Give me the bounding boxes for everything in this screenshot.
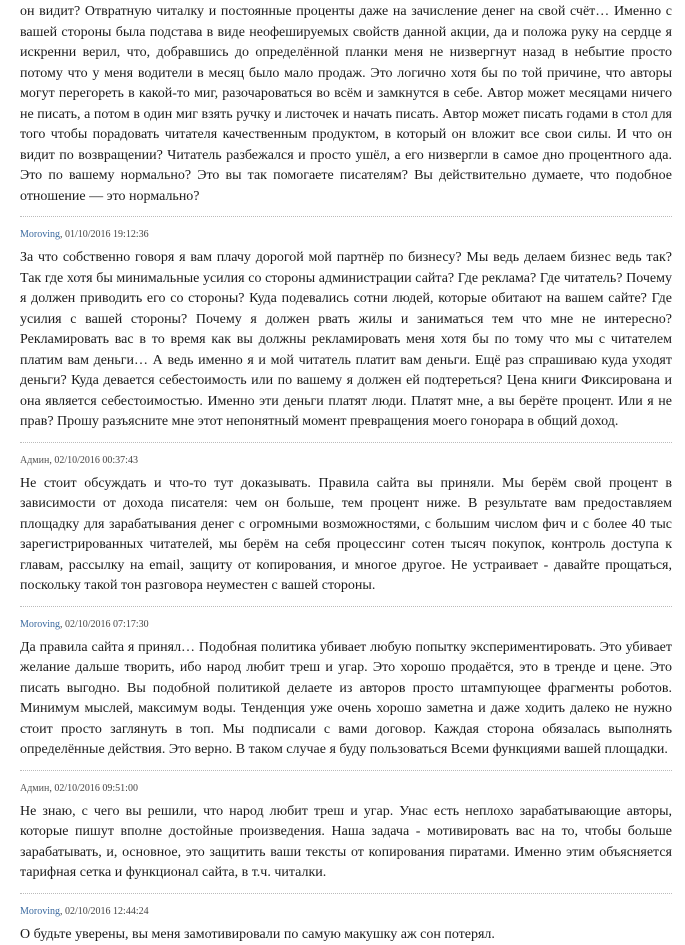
comment-divider: [20, 606, 672, 607]
comment-author-link[interactable]: Админ: [20, 455, 49, 466]
comment-datetime: 02/10/2016 12:44:24: [65, 906, 149, 917]
comment: [20, 454, 672, 597]
comment-meta: Moroving, 02/10/2016 12:44:24: [20, 905, 672, 918]
comment-datetime: 02/10/2016 07:17:30: [65, 619, 149, 630]
comment: [20, 782, 672, 884]
comment-text: Не знаю, с чего вы решили, что народ любит треш и угар. Унас есть неплохо зарабатывающие авторы, которые пишут вполне достойные произведения. Наша задача - мотивировать вас на то, чтобы больше зарабатывать, и, основное, это защитить ваши тексты от копирования пиратами. Именно этим объясняется тарифная сетка и функционал сайта, в т.ч. читалки.: [20, 802, 672, 884]
comment-author-link[interactable]: Moroving: [20, 229, 60, 240]
comment: [20, 905, 672, 945]
comment-datetime: 02/10/2016 00:37:43: [54, 455, 138, 466]
comment-divider: [20, 770, 672, 771]
comment-datetime: 01/10/2016 19:12:36: [65, 229, 149, 240]
comment-thread: [20, 2, 672, 945]
comment-divider: [20, 442, 672, 443]
comment-datetime: 02/10/2016 09:51:00: [54, 783, 138, 794]
comment-text: О будьте уверены, вы меня замотивировали по самую макушку аж сон потерял.: [20, 925, 672, 945]
comment-text: За что собственно говоря я вам плачу дорогой мой партнёр по бизнесу? Мы ведь делаем бизнес ведь так? Так где хотя бы минимальные усилия со стороны администрации сайта? Где реклама? Где читатель? Почему я должен приводить его со стороны? Куда подевались сотни людей, которые обитают на вашем сайте? Где усилия с вашей стороны? Почему я должен рвать жилы и заниматься тем что мне не интересно? Рекламировать вас в то время как вы должны рекламировать меня хотя бы по тому что мы с читателем платим вам деньги… А ведь именно я и мой читатель платит вам деньги. Ещё раз спрашиваю куда уходят деньги? Куда девается себестоимость или по вашему я должен ей подтереться? Цена книги Фиксирована и она является себестоимостью. Именно эти деньги платят люди. Платят мне, а вы берёте процент. Или я не прав? Прошу разъясните мне этот непонятный момент превращения моего гонорара в общий доход.: [20, 248, 672, 433]
comment: [20, 2, 672, 207]
comment-author-link[interactable]: Moroving: [20, 619, 60, 630]
comment: [20, 228, 672, 433]
comment: [20, 618, 672, 761]
comment-divider: [20, 893, 672, 894]
comment-text: Да правила сайта я принял… Подобная политика убивает любую попытку экспериментировать. Это убивает желание дальше творить, ибо народ любит треш и угар. Это хорошо продаётся, это в тренде и цене. Это писать выгодно. Вы подобной политикой делаете из авторов просто штампующее фрагменты роботов. Минимум мыслей, максимум воды. Тенденция уже очень хорошо заметна и даже ходить далеко не нужно стоит просто заглянуть в топ. Мы подписали с вами договор. Каждая сторона обязалась выполнять определённые действия. Это верно. В таком случае я буду пользоваться Всеми функциями вашей площадки.: [20, 638, 672, 761]
comment-meta: Админ, 02/10/2016 09:51:00: [20, 782, 672, 795]
comment-meta: Moroving, 02/10/2016 07:17:30: [20, 618, 672, 631]
comment-meta: Moroving, 01/10/2016 19:12:36: [20, 228, 672, 241]
comment-text: он видит? Отвратную читалку и постоянные проценты даже на зачисление денег на свой счёт… Именно с вашей стороны была подстава в виде неофешируемых свойств данной акции, да и положа руку на сердце я искренни верил, что, добравшись до определённой планки меня не низвергнут назад в небытие просто потому что у меня водители в месяц было мало продаж. Это логично хотя бы по той причине, что авторы могут перегореть в какой-то миг, разочароваться во всём и замкнутся в себе. Автор может месяцами ничего не писать, а потом в один миг взять ручку и листочек и начать писать. Автор может писать годами в стол для того чтобы порадовать читателя качественным продуктом, в который он вложит все свои силы. И что он видит по возвращении? Читатель разбежался и просто ушёл, а его низвергли в самое дно процентного ада. Это по вашему нормально? Это вы так помогаете писателям? Вы действительно думаете, что подобное отношение — это нормально?: [20, 2, 672, 207]
comment-author-link[interactable]: Админ: [20, 783, 49, 794]
comment-divider: [20, 216, 672, 217]
comment-text: Не стоит обсуждать и что-то тут доказывать. Правила сайта вы приняли. Мы берём свой процент в зависимости от дохода писателя: чем он больше, тем процент ниже. В результате вам предоставляем площадку для зарабатывания денег с огромными возможностями, с большим числом фич и с более 40 тыс зарегистрированных читателей, мы берём на себя процессинг сотен тысяч покупок, контроль доступа к главам, рассылку на email, защиту от копирования, и многое другое. Не устраивает - давайте прощаться, поскольку такой тон разговора неуместен с вашей стороны.: [20, 474, 672, 597]
comment-author-link[interactable]: Moroving: [20, 906, 60, 917]
comment-meta: Админ, 02/10/2016 00:37:43: [20, 454, 672, 467]
